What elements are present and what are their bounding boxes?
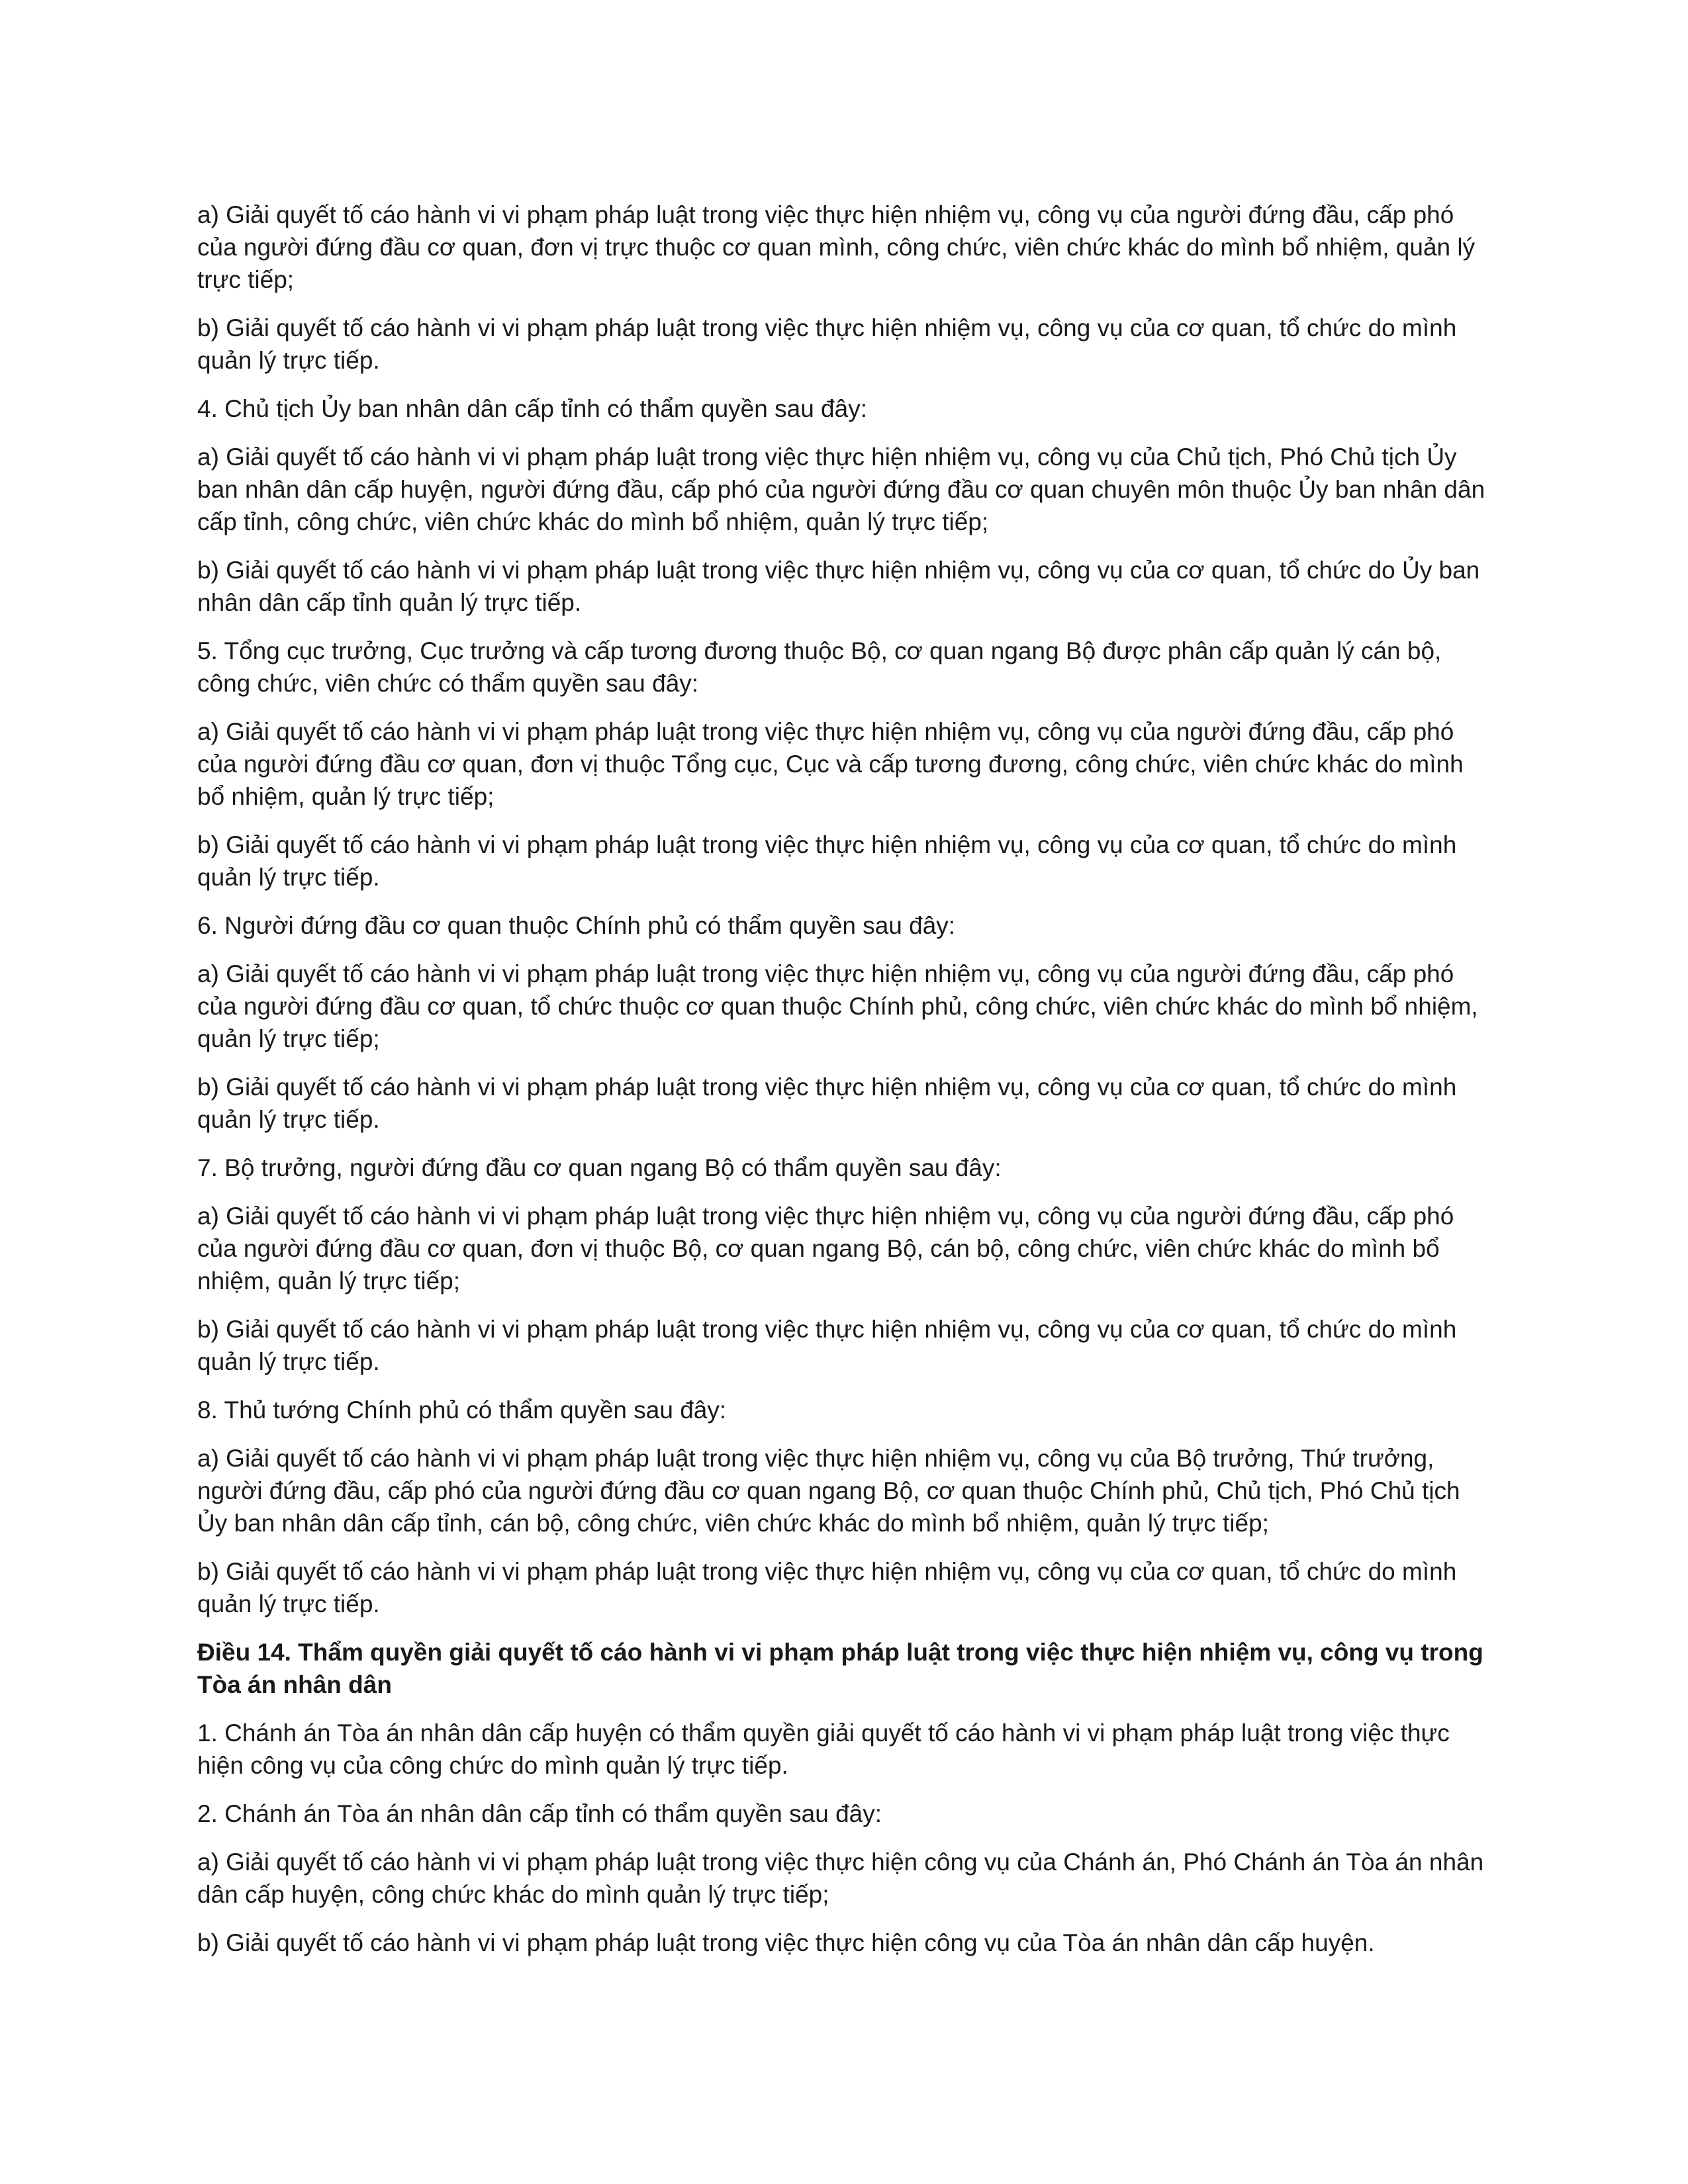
paragraph: a) Giải quyết tố cáo hành vi vi phạm pháp luật trong việc thực hiện nhiệm vụ, công vụ của người đứng đầu, cấp phó của người đứng đầu cơ quan, đơn vị thuộc Bộ, cơ quan ngang Bộ, cán bộ, công chức, viên chức khác do mình bổ nhiệm, quản lý trực tiếp; [197,1203,1454,1295]
paragraph: a) Giải quyết tố cáo hành vi vi phạm pháp luật trong việc thực hiện nhiệm vụ, công vụ của người đứng đầu, cấp phó của người đứng đầu cơ quan, đơn vị trực thuộc cơ quan mình, công chức, viên chức khác do mình bổ nhiệm, quản lý trực tiếp; [197,201,1476,293]
paragraph: a) Giải quyết tố cáo hành vi vi phạm pháp luật trong việc thực hiện nhiệm vụ, công vụ của Chủ tịch, Phó Chủ tịch Ủy ban nhân dân cấp huyện, người đứng đầu, cấp phó của người đứng đầu cơ quan chuyên môn thuộc Ủy ban nhân dân cấp tỉnh, công chức, viên chức khác do mình bổ nhiệm, quản lý trực tiếp; [197,443,1485,535]
clause-item: 8. Thủ tướng Chính phủ có thẩm quyền sau đây: [197,1396,727,1424]
paragraph: b) Giải quyết tố cáo hành vi vi phạm pháp luật trong việc thực hiện nhiệm vụ, công vụ của cơ quan, tổ chức do mình quản lý trực tiếp. [197,1558,1457,1617]
paragraph: b) Giải quyết tố cáo hành vi vi phạm pháp luật trong việc thực hiện nhiệm vụ, công vụ của cơ quan, tổ chức do mình quản lý trực tiếp. [197,831,1457,891]
clause-item: 5. Tổng cục trưởng, Cục trưởng và cấp tương đương thuộc Bộ, cơ quan ngang Bộ được phân cấp quản lý cán bộ, công chức, viên chức có thẩm quyền sau đây: [197,637,1442,697]
paragraph: b) Giải quyết tố cáo hành vi vi phạm pháp luật trong việc thực hiện nhiệm vụ, công vụ của cơ quan, tổ chức do mình quản lý trực tiếp. [197,1316,1457,1375]
document-page [197,199,1495,1975]
paragraph: b) Giải quyết tố cáo hành vi vi phạm pháp luật trong việc thực hiện công vụ của Tòa án nhân dân cấp huyện. [197,1929,1375,1956]
paragraph: b) Giải quyết tố cáo hành vi vi phạm pháp luật trong việc thực hiện nhiệm vụ, công vụ của cơ quan, tổ chức do Ủy ban nhân dân cấp tỉnh quản lý trực tiếp. [197,557,1480,616]
clause-item: 7. Bộ trưởng, người đứng đầu cơ quan ngang Bộ có thẩm quyền sau đây: [197,1154,1002,1181]
paragraph: b) Giải quyết tố cáo hành vi vi phạm pháp luật trong việc thực hiện nhiệm vụ, công vụ của cơ quan, tổ chức do mình quản lý trực tiếp. [197,1073,1457,1133]
paragraph: a) Giải quyết tố cáo hành vi vi phạm pháp luật trong việc thực hiện nhiệm vụ, công vụ của người đứng đầu, cấp phó của người đứng đầu cơ quan, tổ chức thuộc cơ quan thuộc Chính phủ, công chức, viên chức khác do mình bổ nhiệm, quản lý trực tiếp; [197,960,1478,1052]
clause-item: 6. Người đứng đầu cơ quan thuộc Chính phủ có thẩm quyền sau đây: [197,912,956,939]
article-heading: Điều 14. Thẩm quyền giải quyết tố cáo hành vi vi phạm pháp luật trong việc thực hiện nhiệm vụ, công vụ trong Tòa án nhân dân [197,1639,1483,1698]
paragraph: a) Giải quyết tố cáo hành vi vi phạm pháp luật trong việc thực hiện nhiệm vụ, công vụ của người đứng đầu, cấp phó của người đứng đầu cơ quan, đơn vị thuộc Tổng cục, Cục và cấp tương đương, công chức, viên chức khác do mình bổ nhiệm, quản lý trực tiếp; [197,718,1464,810]
paragraph: a) Giải quyết tố cáo hành vi vi phạm pháp luật trong việc thực hiện công vụ của Chánh án, Phó Chánh án Tòa án nhân dân cấp huyện, công chức khác do mình quản lý trực tiếp; [197,1848,1484,1908]
paragraph: b) Giải quyết tố cáo hành vi vi phạm pháp luật trong việc thực hiện nhiệm vụ, công vụ của cơ quan, tổ chức do mình quản lý trực tiếp. [197,314,1457,374]
clause-item: 2. Chánh án Tòa án nhân dân cấp tỉnh có thẩm quyền sau đây: [197,1800,882,1827]
paragraph: a) Giải quyết tố cáo hành vi vi phạm pháp luật trong việc thực hiện nhiệm vụ, công vụ của Bộ trưởng, Thứ trưởng, người đứng đầu, cấp phó của người đứng đầu cơ quan ngang Bộ, cơ quan thuộc Chính phủ, Chủ tịch, Phó Chủ tịch Ủy ban nhân dân cấp tỉnh, cán bộ, công chức, viên chức khác do mình bổ nhiệm, quản lý trực tiếp; [197,1445,1460,1537]
clause-item: 4. Chủ tịch Ủy ban nhân dân cấp tỉnh có thẩm quyền sau đây: [197,395,867,422]
clause-item: 1. Chánh án Tòa án nhân dân cấp huyện có thẩm quyền giải quyết tố cáo hành vi vi phạm pháp luật trong việc thực hiện công vụ của công chức do mình quản lý trực tiếp. [197,1719,1450,1779]
